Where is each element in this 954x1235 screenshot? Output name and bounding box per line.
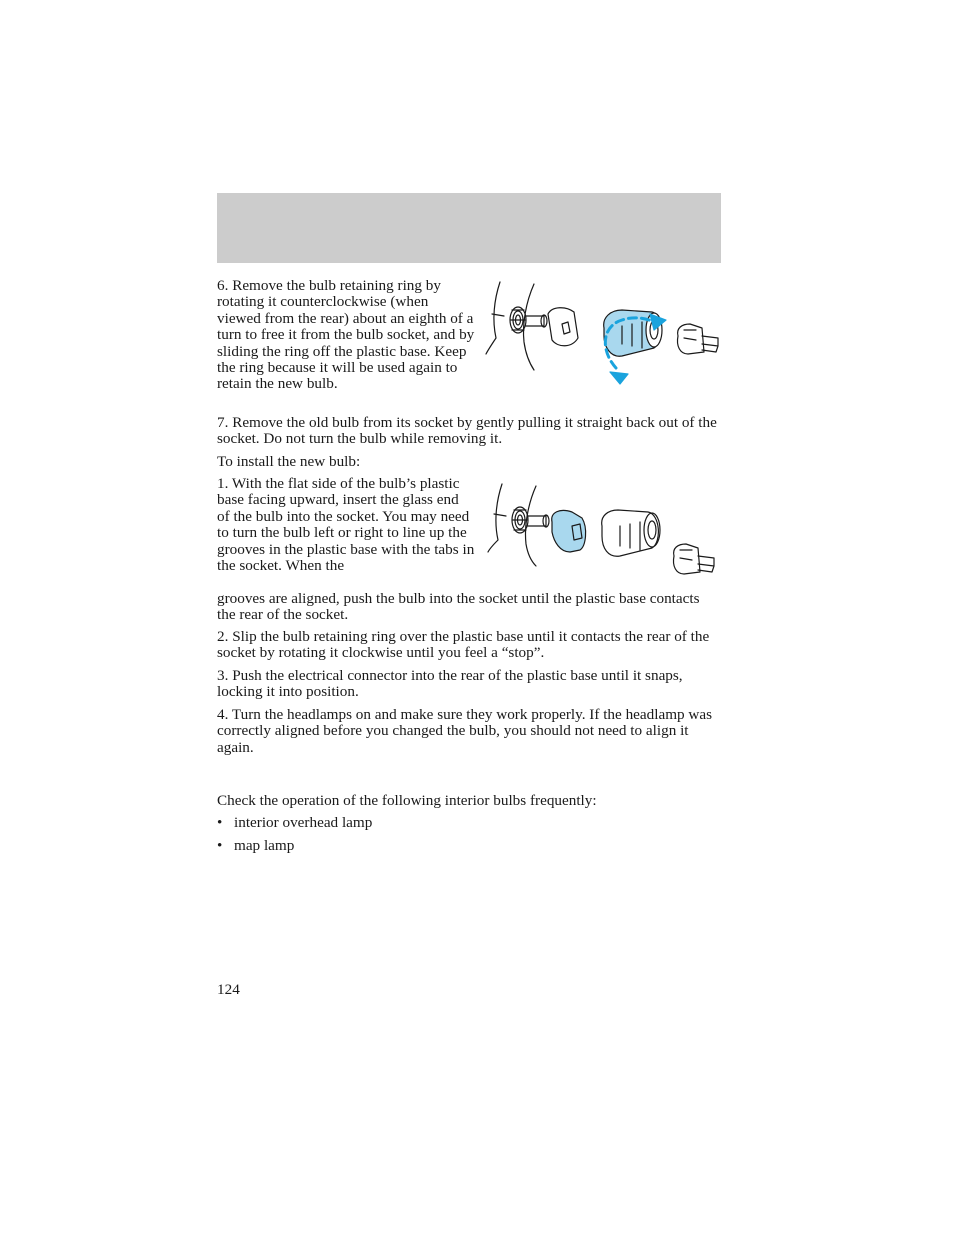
section-header-bar — [217, 193, 721, 263]
page-number: 124 — [217, 981, 240, 998]
install-step-1-part-1: 1. With the flat side of the bulb’s plastic base facing upward, insert the glass end of the bulb into the socket. You may need to turn the bulb left or right to line up the grooves in the plastic base with the tabs in the socket. When the — [217, 475, 475, 575]
bullet-icon: • — [217, 837, 223, 854]
install-step-3: 3. Push the electrical connector into the rear of the plastic base until it snaps, locking it into position. — [217, 667, 683, 701]
bullet-icon: • — [217, 814, 223, 831]
interior-bulbs-intro: Check the operation of the following interior bulbs frequently: — [217, 792, 597, 809]
removal-step-7: 7. Remove the old bulb from its socket by gently pulling it straight back out of the socket. Do not turn the bulb while removing it. — [217, 414, 717, 448]
retaining-ring-removal-illustration — [482, 280, 722, 390]
install-step-1-part-2: grooves are aligned, push the bulb into the socket until the plastic base contacts the rear of the socket. — [217, 590, 700, 624]
install-step-2: 2. Slip the bulb retaining ring over the plastic base until it contacts the rear of the socket by rotating it clockwise until you feel a “stop”. — [217, 628, 710, 662]
install-intro: To install the new bulb: — [217, 453, 361, 470]
install-step-4: 4. Turn the headlamps on and make sure they work properly. If the headlamp was correctly aligned before you changed the bulb, you should not need to align it again. — [217, 706, 713, 756]
bulb-insertion-illustration — [484, 482, 724, 582]
list-item-text: interior overhead lamp — [234, 814, 373, 831]
list-item-text: map lamp — [234, 837, 295, 854]
removal-step-6: 6. Remove the bulb retaining ring by rotating it counterclockwise (when viewed from the rear) about an eighth of a turn to free it from the bulb socket, and by sliding the ring off the plastic base. Keep the ring because it will be used again to retain the new bulb. — [217, 277, 475, 393]
